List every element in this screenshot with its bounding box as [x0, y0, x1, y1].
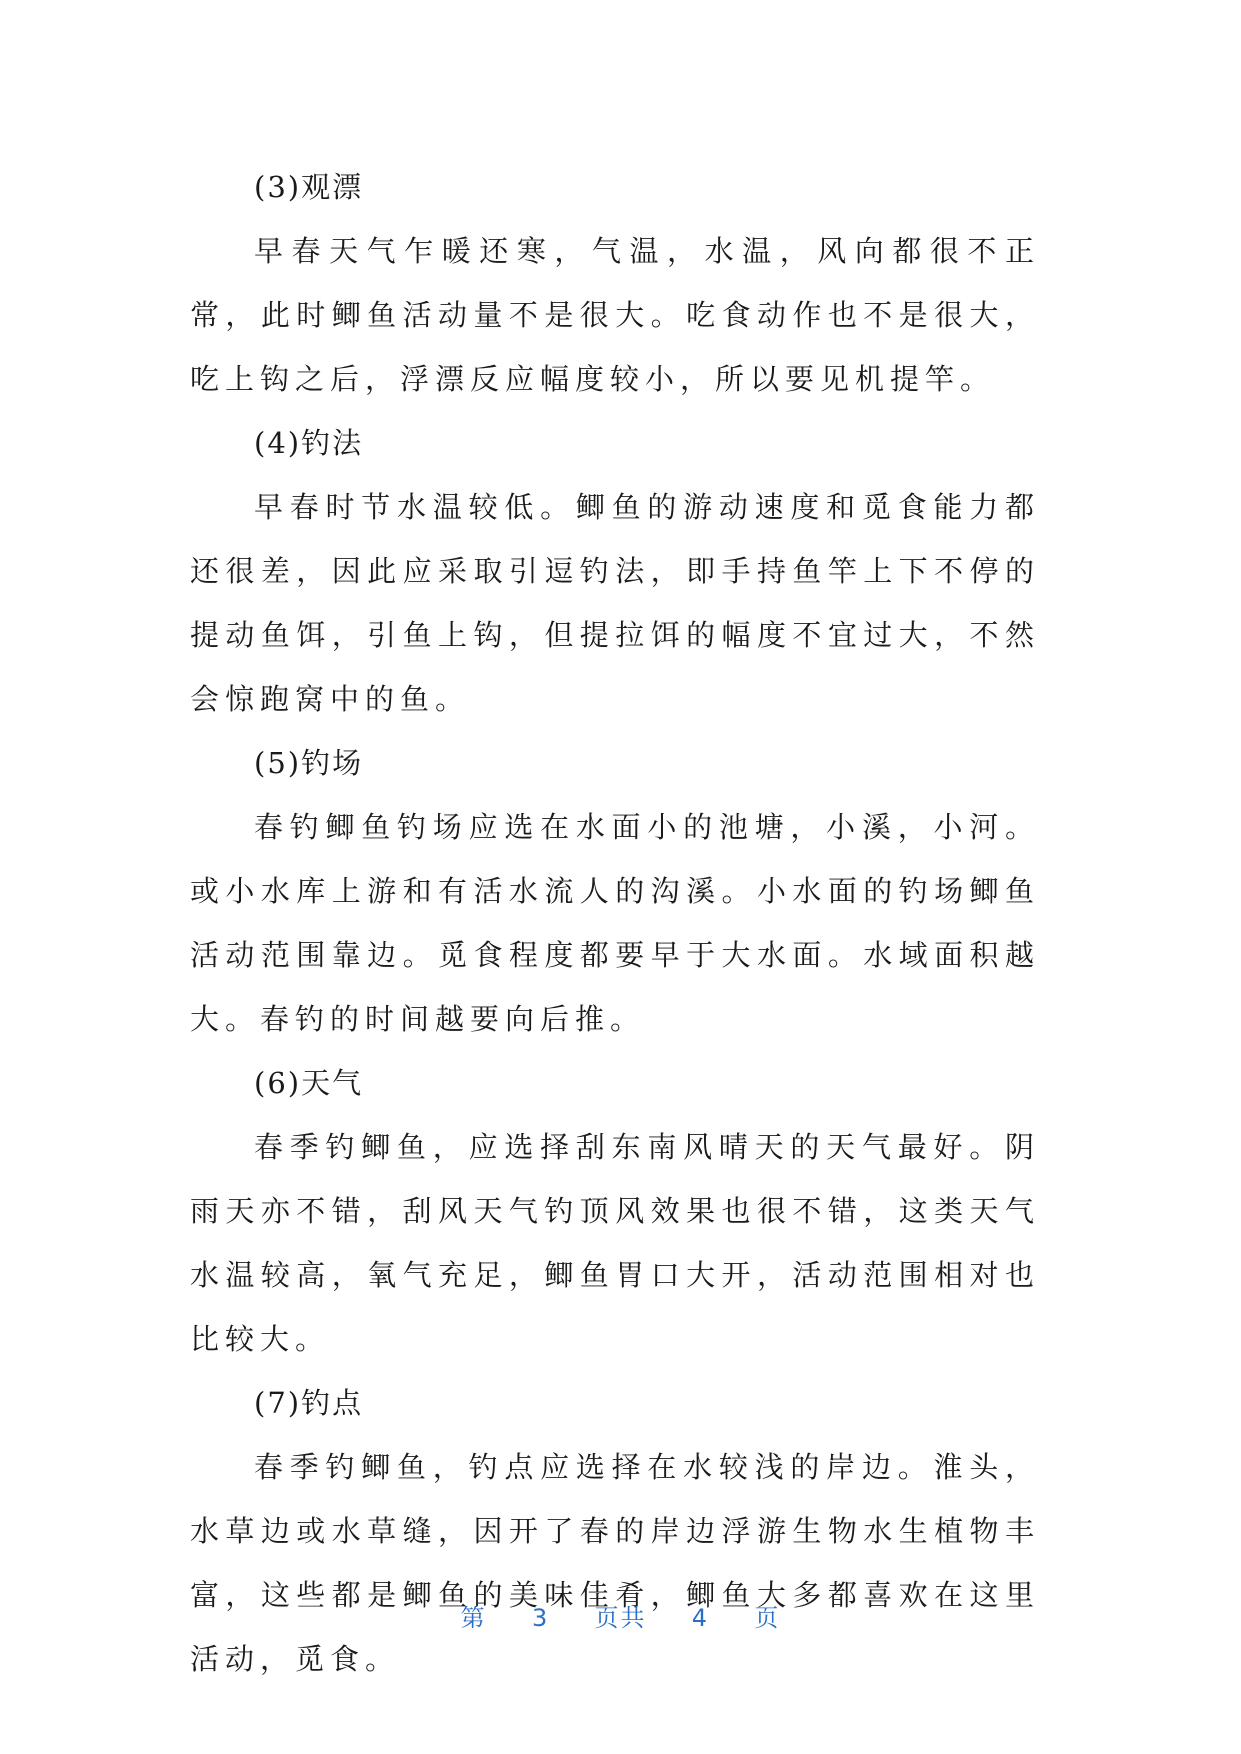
section-heading-4: (4)钓法: [254, 426, 364, 460]
section-paragraph-3: 早春天气乍暖还寒，气温，水温，风向都很不正常，此时鲫鱼活动量不是很大。吃食动作也不是很大，吃上钩之后，浮漂反应幅度较小，所以要见机提竿。: [190, 234, 1040, 396]
page-footer: [0, 1598, 1241, 1633]
section-paragraph-4: 早春时节水温较低。鲫鱼的游动速度和觅食能力都还很差，因此应采取引逗钓法，即手持鱼竿上下不停的提动鱼饵，引鱼上钩，但提拉饵的幅度不宜过大，不然会惊跑窝中的鱼。: [190, 490, 1040, 716]
section-heading-3: (3)观漂: [254, 170, 364, 204]
footer-suffix: 页: [754, 1604, 781, 1632]
section-paragraph-7: 春季钓鲫鱼，钓点应选择在水较浅的岸边。淮头，水草边或水草缝，因开了春的岸边浮游生物水生植物丰富，这些都是鲫鱼的美味佳肴，鲫鱼大多都喜欢在这里活动，觅食。: [190, 1450, 1040, 1676]
footer-middle: 页共: [594, 1604, 647, 1632]
footer-current-page: 3: [531, 1604, 550, 1632]
section-paragraph-6: 春季钓鲫鱼，应选择刮东南风晴天的天气最好。阴雨天亦不错，刮风天气钓顶风效果也很不错，这类天气水温较高，氧气充足，鲫鱼胃口大开，活动范围相对也比较大。: [190, 1130, 1040, 1356]
section-heading-6: (6)天气: [254, 1066, 364, 1100]
section-paragraph-5: 春钓鲫鱼钓场应选在水面小的池塘，小溪，小河。或小水库上游和有活水流人的沟溪。小水面的钓场鲫鱼活动范围靠边。觅食程度都要早于大水面。水域面积越大。春钓的时间越要向后推。: [190, 810, 1040, 1036]
document-body: [190, 155, 1040, 1691]
section-heading-7: (7)钓点: [254, 1386, 364, 1420]
footer-total-pages: 4: [691, 1604, 710, 1632]
footer-prefix: 第: [460, 1604, 487, 1632]
section-heading-5: (5)钓场: [254, 746, 364, 780]
